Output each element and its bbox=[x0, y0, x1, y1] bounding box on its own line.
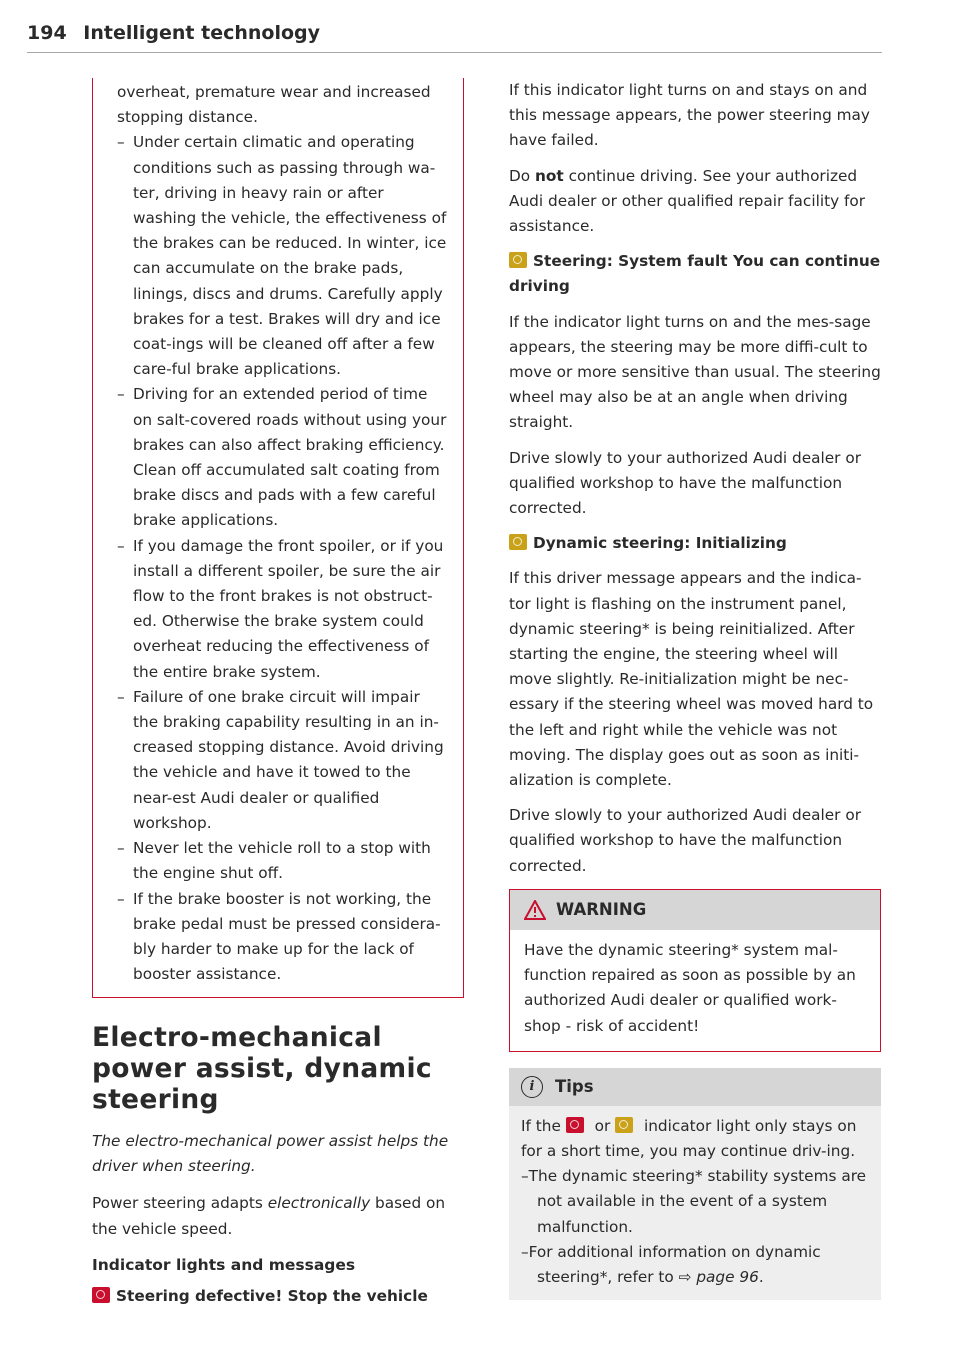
steering-warning-yellow-icon bbox=[615, 1117, 633, 1133]
left-column bbox=[92, 78, 464, 1319]
steering-warning-yellow-icon bbox=[509, 534, 527, 550]
box-lead-text: overheat, premature wear and increased stopping distance. bbox=[117, 83, 431, 127]
warning-box bbox=[509, 889, 881, 1052]
section-intro: The electro-mechanical power assist helps the driver when steering. bbox=[92, 1132, 449, 1176]
steering-defective-heading: Steering defective! Stop the vehicle bbox=[92, 1284, 464, 1309]
page-number: 194 bbox=[27, 22, 67, 44]
info-icon: i bbox=[521, 1076, 543, 1098]
paragraph: Do not continue driving. See your authorized Audi dealer or other qualified repair facility for assistance. bbox=[509, 166, 866, 236]
section-title: Electro-mechanical power assist, dynamic steering bbox=[92, 1022, 432, 1116]
list-item: – If the brake booster is not working, the brake pedal must be pressed considera-bly harder to make up for the lack of booster assistance. bbox=[117, 889, 441, 984]
steering-warning-red-icon bbox=[566, 1117, 584, 1133]
list-item: –The dynamic steering* stability systems are not available in the event of a system malfunction. bbox=[521, 1167, 867, 1236]
warning-label: WARNING bbox=[556, 900, 647, 920]
paragraph: If the indicator light turns on and the mes-sage appears, the steering may be more diffi-cult to move or more sensitive than usual. The steering wheel may also be at an angle when driving straight. bbox=[509, 312, 881, 432]
section-name: Intelligent technology bbox=[83, 22, 320, 44]
steering-warning-yellow-icon bbox=[509, 252, 527, 268]
tips-body bbox=[509, 1106, 881, 1300]
tips-header bbox=[509, 1068, 881, 1106]
tips-box bbox=[509, 1068, 881, 1300]
paragraph: Drive slowly to your authorized Audi dealer or qualified workshop to have the malfunction corrected. bbox=[509, 806, 861, 875]
list-item: – Driving for an extended period of time on salt-covered roads without using your brakes can also affect braking efficiency. Clean off accumulated salt coating from brake discs and pads with a few careful brake applications. bbox=[117, 385, 447, 530]
steering-warning-red-icon bbox=[92, 1287, 110, 1303]
initializing-heading: Dynamic steering: Initializing bbox=[509, 531, 881, 556]
tips-label: Tips bbox=[555, 1077, 594, 1097]
page-reference-link[interactable]: ⇨ page 96 bbox=[678, 1267, 759, 1286]
system-fault-heading: Steering: System fault You can continue driving bbox=[509, 252, 881, 296]
page-header bbox=[27, 22, 882, 53]
list-item: – Never let the vehicle roll to a stop with the engine shut off. bbox=[117, 839, 431, 883]
paragraph: If this driver message appears and the indica-tor light is flashing on the instrument panel, dynamic steering* is being reinitialized. After starting the engine, the steering wheel will move slightly. Re-initialization might be nec-essary if the steering wheel was moved hard to the left and right while the vehicle was not moving. The display goes out as soon as initi-alization is complete. bbox=[509, 569, 874, 790]
list-item: – Under certain climatic and operating conditions such as passing through wa-ter, driving in heavy rain or after washing the vehicle, the effectiveness of the brakes can be reduced. In winter, ice can accumulate on the brake pads, linings, discs and drums. Carefully apply brakes for a test. Brakes will dry and ice coat-ings will be cleaned off after a few care-ful brake applications. bbox=[117, 133, 447, 379]
paragraph: Drive slowly to your authorized Audi dealer or qualified workshop to have the malfunction corrected. bbox=[509, 448, 861, 518]
list-item: – Failure of one brake circuit will impair the braking capability resulting in an in-creased stopping distance. Avoid driving the vehicle and have it towed to the near-est Audi dealer or qualified workshop. bbox=[117, 687, 444, 832]
warning-text: Have the dynamic steering* system mal-function repaired as soon as possible by an authorized Audi dealer or qualified work-shop - risk of accident! bbox=[524, 940, 856, 1035]
right-column bbox=[509, 78, 881, 1300]
brake-warning-box bbox=[92, 78, 464, 998]
indicator-subheading: Indicator lights and messages bbox=[92, 1255, 356, 1274]
warning-header bbox=[510, 890, 880, 930]
tips-list bbox=[521, 1164, 869, 1290]
tips-intro: If the or indicator light only stays on for a short time, you may continue driv-ing. bbox=[521, 1116, 857, 1160]
warning-triangle-icon bbox=[524, 900, 546, 920]
list-item: –For additional information on dynamic steering*, refer to ⇨ page 96. bbox=[521, 1242, 821, 1286]
paragraph: If this indicator light turns on and stays on and this message appears, the power steering may have failed. bbox=[509, 81, 870, 150]
list-item: – If you damage the front spoiler, or if you install a different spoiler, be sure the air flow to the front brakes is not obstruct-ed. Otherwise the brake system could overheat reducing the effectiveness of the entire brake system. bbox=[117, 536, 444, 681]
brake-warning-list bbox=[117, 130, 449, 987]
power-steering-paragraph: Power steering adapts electronically based on the vehicle speed. bbox=[92, 1194, 446, 1238]
